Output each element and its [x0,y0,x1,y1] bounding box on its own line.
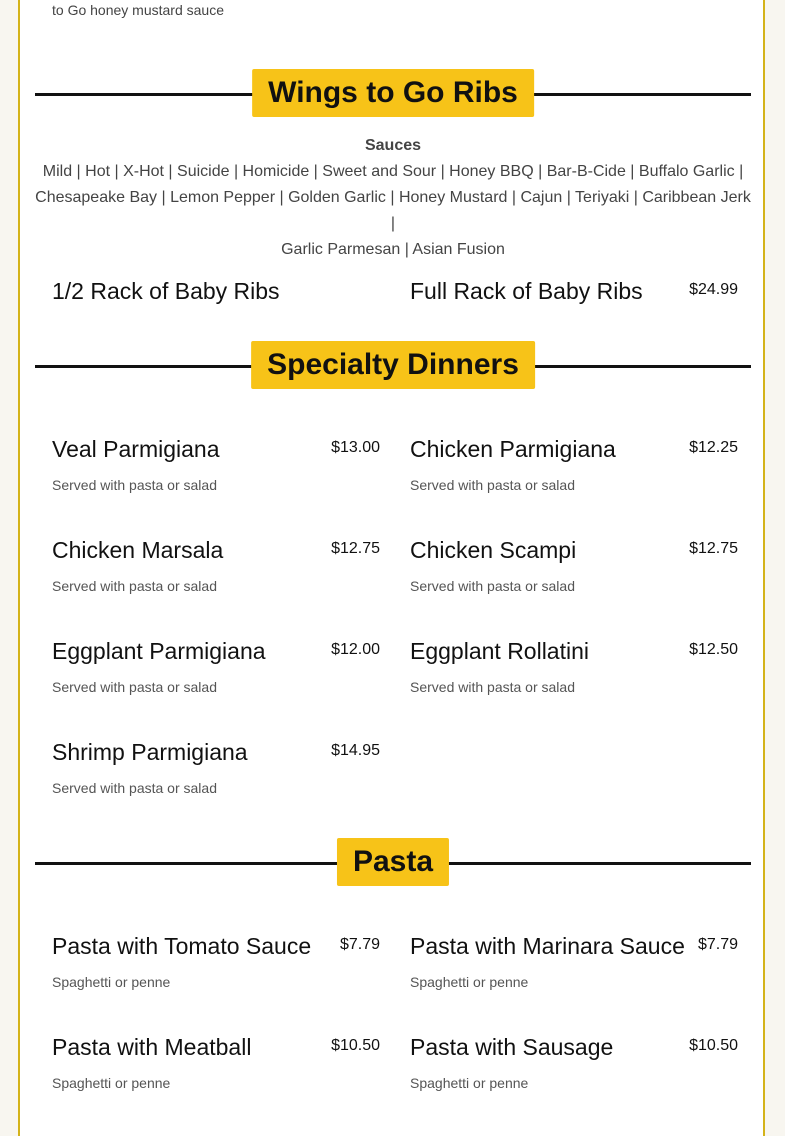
menu-item-description: Spaghetti or penne [52,1075,171,1091]
menu-item-name: Eggplant Parmigiana [52,638,266,664]
menu-item-name: Chicken Parmigiana [410,436,616,462]
menu-item-description: Served with pasta or salad [52,679,217,695]
menu-item-name: Full Rack of Baby Ribs [410,278,643,304]
sauces-line: Chesapeake Bay | Lemon Pepper | Golden Garlic | Honey Mustard | Cajun | Teriyaki | Caribbean Jerk | [35,189,751,232]
section-header-ribs [35,69,751,117]
menu-item[interactable] [52,434,380,498]
menu-item-description: Spaghetti or penne [410,1075,529,1091]
menu-item[interactable] [52,276,380,310]
sauces-list [35,133,751,263]
menu-item-price: $10.50 [331,1037,380,1054]
menu-item-description: Served with pasta or salad [52,780,217,796]
menu-item-price: $12.75 [689,540,738,557]
sauces-line: Garlic Parmesan | Asian Fusion [281,241,505,258]
section-header-specialty [35,341,751,389]
menu-item-name: Eggplant Rollatini [410,638,590,664]
menu-item-description: Spaghetti or penne [52,974,171,990]
menu-item-description: Served with pasta or salad [52,477,217,493]
menu-item-price: $14.95 [331,742,380,759]
menu-item-price: $10.50 [689,1037,738,1054]
menu-item[interactable] [410,1032,738,1096]
menu-item-price: $13.00 [331,439,380,456]
menu-item-name: Pasta with Sausage [410,1034,614,1060]
menu-item[interactable] [52,1032,380,1096]
menu-item[interactable] [410,535,738,599]
section-title-ribs: Wings to Go Ribs [252,69,534,117]
menu-item[interactable] [410,636,738,700]
menu-item-name: Pasta with Tomato Sauce [52,933,312,959]
menu-item-description: Served with pasta or salad [410,477,575,493]
menu-item-description: Served with pasta or salad [52,578,217,594]
menu-page [18,0,765,1136]
menu-item-description: Served with pasta or salad [410,679,575,695]
menu-item-price: $12.25 [689,439,738,456]
menu-item-price: $12.75 [331,540,380,557]
menu-item[interactable] [52,636,380,700]
menu-item-price: $12.00 [331,641,380,658]
section-title-specialty: Specialty Dinners [251,341,535,389]
menu-item[interactable] [52,737,380,801]
menu-item-description: Served with pasta or salad [410,578,575,594]
menu-item-name: Pasta with Meatball [52,1034,252,1060]
menu-item[interactable] [52,535,380,599]
menu-item-name: Pasta with Marinara Sauce [410,933,685,959]
menu-item[interactable] [410,931,738,995]
menu-item-name: Veal Parmigiana [52,436,220,462]
sauces-line: Mild | Hot | X-Hot | Suicide | Homicide | Sweet and Sour | Honey BBQ | Bar-B-Cide | Buffalo Garlic | [42,163,744,180]
menu-item-price: $12.50 [689,641,738,658]
menu-item-description: Spaghetti or penne [410,974,529,990]
menu-item-price: $24.99 [689,281,738,298]
top-note [52,0,382,20]
menu-item-price: $7.79 [697,936,738,953]
menu-item-name: 1/2 Rack of Baby Ribs [52,278,280,304]
top-note-line2: to Go honey mustard sauce [52,2,224,18]
sauces-heading: Sauces [364,137,422,154]
menu-item[interactable] [410,276,738,310]
menu-item-name: Shrimp Parmigiana [52,739,248,765]
section-title-pasta: Pasta [337,838,449,886]
menu-item-price: $7.79 [339,936,380,953]
section-header-pasta [35,838,751,886]
menu-item-name: Chicken Marsala [52,537,224,563]
menu-item[interactable] [52,931,380,995]
menu-item[interactable] [410,434,738,498]
menu-item-name: Chicken Scampi [410,537,577,563]
